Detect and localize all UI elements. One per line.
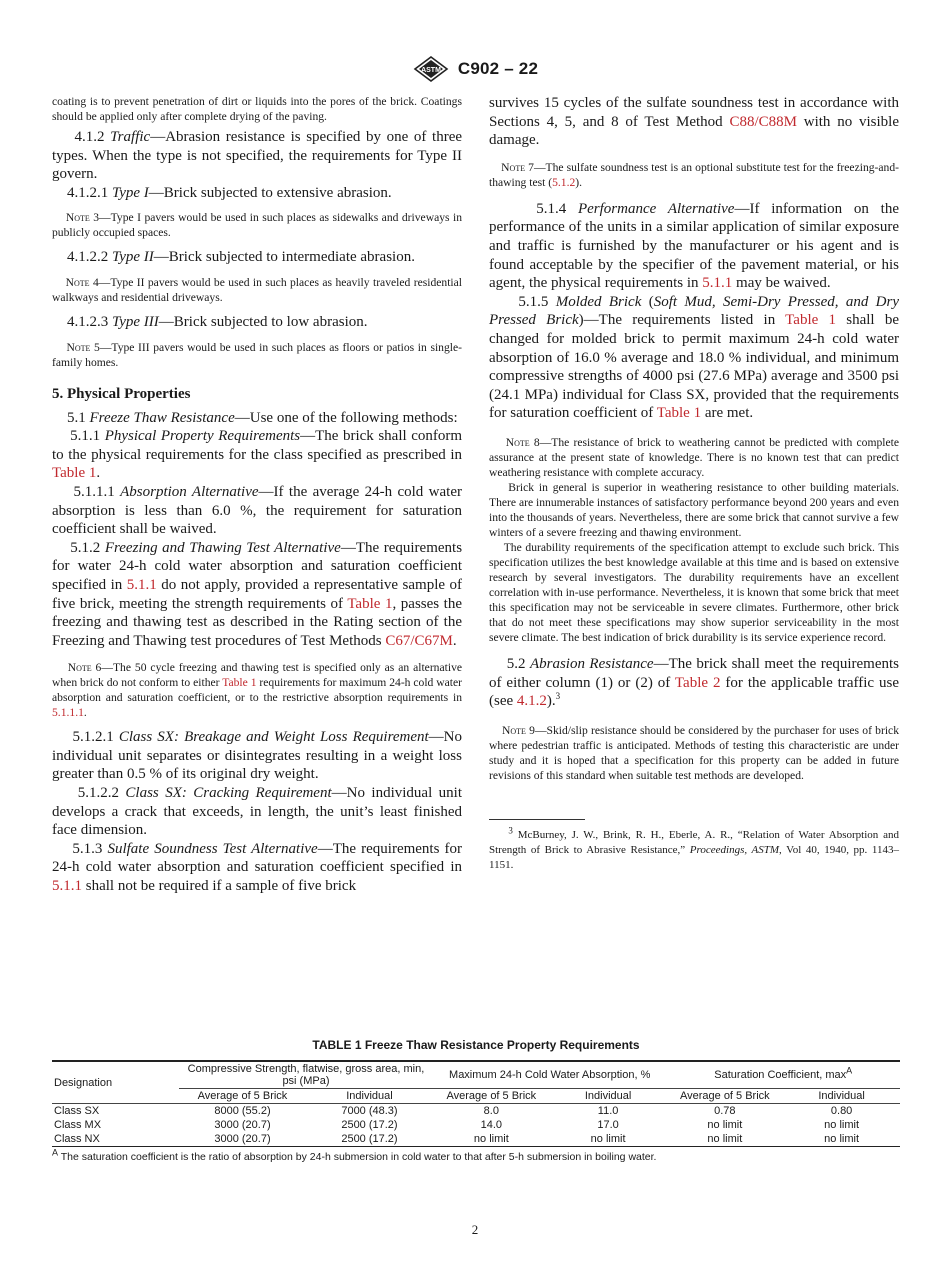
note-8-paragraph-2: Brick in general is superior in weathering resistance to other building materials. There are innumerable instances of satisfactory performance beyond 200 years and even into the thousands of years. Nevertheless, there are some brick that cannot survive a few winters of a severe freezing and thawing environment. (489, 480, 900, 539)
link-table-2[interactable]: Table 2 (674, 674, 721, 691)
link-5-1-1[interactable]: 5.1.1 (52, 878, 82, 895)
clause-4-1-2-3: 4.1.2.3 Type III—Brick subjected to low abrasion. (67, 313, 368, 330)
table-footnote: $^A$ The saturation coefficient is the ratio of absorption by 24-h submersion in cold water to that after 5-h submersion in boiling water. (52, 1147, 657, 1163)
link-table-1[interactable]: Table 1 (656, 405, 702, 422)
note-5: Note 5—Type III pavers would be used in such places as floors or patios in single-family homes. (52, 340, 462, 369)
astm-logo-icon (412, 56, 450, 82)
cell: 3000 (20.7) (214, 1133, 271, 1145)
cell: no limit (824, 1133, 860, 1145)
col-compressive-strength: Compressive Strength, flatwise, gross area, min, psi (MPa) (179, 1061, 433, 1089)
cell: 8000 (55.2) (214, 1105, 271, 1117)
subcol-avg: Average of 5 Brick (666, 1089, 783, 1104)
link-table-1[interactable]: Table 1 (52, 465, 97, 482)
table-row (52, 1118, 900, 1132)
link-c88[interactable]: C88/C88M (729, 113, 797, 130)
clause-5-1-3-cont: survives 15 cycles of the sulfate soundness test in accordance with Sections 4, 5, and 8 of Test Method C88/C88M with no visible damage. (489, 95, 899, 149)
clause-4-1-2: 4.1.2 Traffic—Abrasion resistance is specified by one of three types. When the type is not specified, the requirements for Type II govern. (52, 129, 463, 183)
footnote-3: $^3$ McBurney, J. W., Brink, R. H., Eberle, A. R., “Relation of Water Absorption and Strength of Brick to Abrasive Resistance,” Proceedings, ASTM, Vol 40, 1940, pp. 1143–1151. (489, 825, 899, 871)
table-row (52, 1104, 900, 1119)
clause-5-1-2-1: 5.1.2.1 Class SX: Breakage and Weight Loss Requirement—No individual unit separates or disintegrates resulting in a weight loss greater than 0.5 % of its original dry weight. (52, 729, 463, 783)
clause-5-2: 5.2 Abrasion Resistance—The brick shall meet the requirements of either column (1) or (2) of Table 2 for the applicable traffic use (see 4.1.2).$^3$ (489, 655, 900, 710)
col-absorption: Maximum 24-h Cold Water Absorption, % (433, 1061, 667, 1089)
clause-4-1-2-2: 4.1.2.2 Type II—Brick subjected to intermediate abrasion. (67, 249, 415, 266)
left-column (52, 94, 462, 896)
table-title: TABLE 1 Freeze Thaw Resistance Property Requirements (312, 1038, 640, 1052)
link-5-1-1[interactable]: 5.1.1 (126, 576, 157, 593)
clause-4-1-2-1: 4.1.2.1 Type I—Brick subjected to extensive abrasion. (67, 184, 392, 201)
footnote-divider (489, 819, 585, 820)
svg-text:ASTM: ASTM (420, 67, 441, 74)
clause-5-1-2-2: 5.1.2.2 Class SX: Cracking Requirement—No individual unit develops a crack that exceeds, in length, the unit’s least finished face dimension. (52, 785, 463, 839)
table-row (52, 1132, 900, 1147)
page-number: 2 (471, 1222, 479, 1237)
note-8-paragraph-3: The durability requirements of the specification attempt to exclude such brick. This specification utilizes the best knowledge available at this time and is based on extensive research by several investigators. The durability requirements have an excellent correlation with in-use performance. Nevertheless, it is known that some brick that meet this specification may not be serviceable in severe climates. Furthermore, other brick that do not meet these specifications may show superior serviceability in the most severe climate. The best indication of brick durability is its service experience record. (489, 540, 899, 644)
cell: Class MX (54, 1119, 102, 1131)
clause-5-1: 5.1 Freeze Thaw Resistance—Use one of the following methods: (67, 409, 458, 426)
link-c67[interactable]: C67/C67M (385, 632, 453, 649)
cell: no limit (707, 1119, 743, 1131)
subcol-individual: Individual (550, 1089, 667, 1104)
table-freeze-thaw (52, 1060, 900, 1147)
link-5-1-2[interactable]: 5.1.2 (552, 175, 576, 189)
paragraph-coating: coating is to prevent penetration of dirt or liquids into the pores of the brick. Coatings should be applied only after complete drying of the paving. (52, 95, 462, 123)
note-4: Note 4—Type II pavers would be used in such places as heavily traveled residential walkways and residential driveways. (52, 275, 463, 304)
link-table-1[interactable]: Table 1 (222, 676, 257, 690)
col-saturation: Saturation Coefficient, $\max^A$ (666, 1061, 900, 1089)
cell: 11.0 (597, 1105, 619, 1117)
cell: 2500 (17.2) (341, 1119, 398, 1131)
cell: Class NX (54, 1133, 100, 1145)
document-code: C902 – 22 (457, 59, 539, 78)
cell: no limit (824, 1119, 860, 1131)
note-8: Note 8—The resistance of brick to weathering cannot be predicted with complete assurance at the present state of knowledge. There is no known test that can predict weathering resistance with complete accuracy. (489, 435, 899, 479)
link-5-1-1-1[interactable]: 5.1.1.1 (52, 706, 84, 720)
subcol-individual: Individual (783, 1089, 900, 1104)
subcol-individual: Individual (306, 1089, 433, 1104)
clause-5-1-1: 5.1.1 Physical Property Requirements—The brick shall conform to the physical requirements for the class specified as prescribed in Table 1. (52, 428, 463, 482)
right-column (489, 94, 899, 873)
cell: 7000 (48.3) (341, 1105, 398, 1117)
link-5-1-1[interactable]: 5.1.1 (702, 275, 733, 292)
cell: no limit (707, 1133, 743, 1145)
cell: 8.0 (483, 1105, 499, 1117)
clause-5-1-4: 5.1.4 Performance Alternative—If information on the performance of the units in a similar application of similar exposure and traffic is furnished by the manufacturer or his agent and is found acceptable by the specifier of the pavement material, or his agent, the physical requirements in 5.1.1 may be waived. (489, 200, 899, 292)
footnote-ref-3[interactable]: 3 (555, 691, 561, 702)
section-heading-5: 5. Physical Properties (52, 385, 191, 402)
cell: 2500 (17.2) (341, 1133, 398, 1145)
cell: Class SX (54, 1105, 100, 1117)
subcol-avg: Average of 5 Brick (433, 1089, 550, 1104)
cell: 0.80 (830, 1105, 853, 1117)
page-header (0, 56, 950, 82)
note-9: Note 9—Skid/slip resistance should be considered by the purchaser for uses of brick where pedestrian traffic is anticipated. Methods of testing this characteristic are under study and it is hoped that a specification for this property can be added in future revisions of this standard when suitable test methods are developed. (489, 723, 899, 782)
col-designation: Designation (52, 1061, 179, 1104)
note-3: Note 3—Type I pavers would be used in such places as sidewalks and driveways in publicly occupied spaces. (52, 211, 463, 240)
clause-5-1-1-1: 5.1.1.1 Absorption Alternative—If the average 24-h cold water absorption is less than 6.0 %, the requirement for saturation coefficient shall be waived. (52, 483, 462, 538)
link-table-1[interactable]: Table 1 (785, 312, 837, 329)
note-6: Note 6—The 50 cycle freezing and thawing test is specified only as an alternative when brick do not conform to either Table 1 requirements for maximum 24-h cold water absorption and saturation coefficient, or to the restrictive absorption requirements in 5.1.1.1. (52, 661, 463, 720)
note-7: Note 7—The sulfate soundness test is an optional substitute test for the freezing-and-thawing test (5.1.2). (489, 160, 899, 189)
table-1 (52, 1038, 900, 1163)
clause-5-1-2: 5.1.2 Freezing and Thawing Test Alternative—The requirements for water 24-h cold water absorption and saturation coefficient specified in 5.1.1 do not apply, provided a representative sample of five brick, meeting the strength requirements of Table 1, passes the freezing and thawing test as described in the Rating section of the Freezing and Thawing test procedures of Test Methods C67/C67M. (52, 539, 463, 649)
subcol-avg: Average of 5 Brick (179, 1089, 306, 1104)
link-4-1-2[interactable]: 4.1.2 (516, 693, 547, 710)
cell: no limit (590, 1133, 626, 1145)
cell: 0.78 (714, 1105, 736, 1117)
cell: 3000 (20.7) (214, 1119, 271, 1131)
clause-5-1-5: 5.1.5 Molded Brick (Soft Mud, Semi-Dry Pressed, and Dry Pressed Brick)—The requirements listed in Table 1 shall be changed for molded brick to permit maximum 24-h cold water absorption of 16.0 % average and 18.0 % individual, and minimum compressive strengths of 4000 psi (27.6 MPa) average and 3500 psi (24.1 MPa) individual for Class SX, provided that the requirements for saturation coefficient of Table 1 are met. (489, 293, 900, 422)
cell: no limit (473, 1133, 509, 1145)
clause-5-1-3: 5.1.3 Sulfate Soundness Test Alternative—The requirements for 24-h cold water absorption and saturation coefficient specified in 5.1.1 shall not be required if a sample of five brick (52, 840, 463, 895)
cell: 14.0 (480, 1119, 503, 1131)
cell: 17.0 (597, 1119, 619, 1131)
link-table-1[interactable]: Table 1 (347, 595, 393, 612)
